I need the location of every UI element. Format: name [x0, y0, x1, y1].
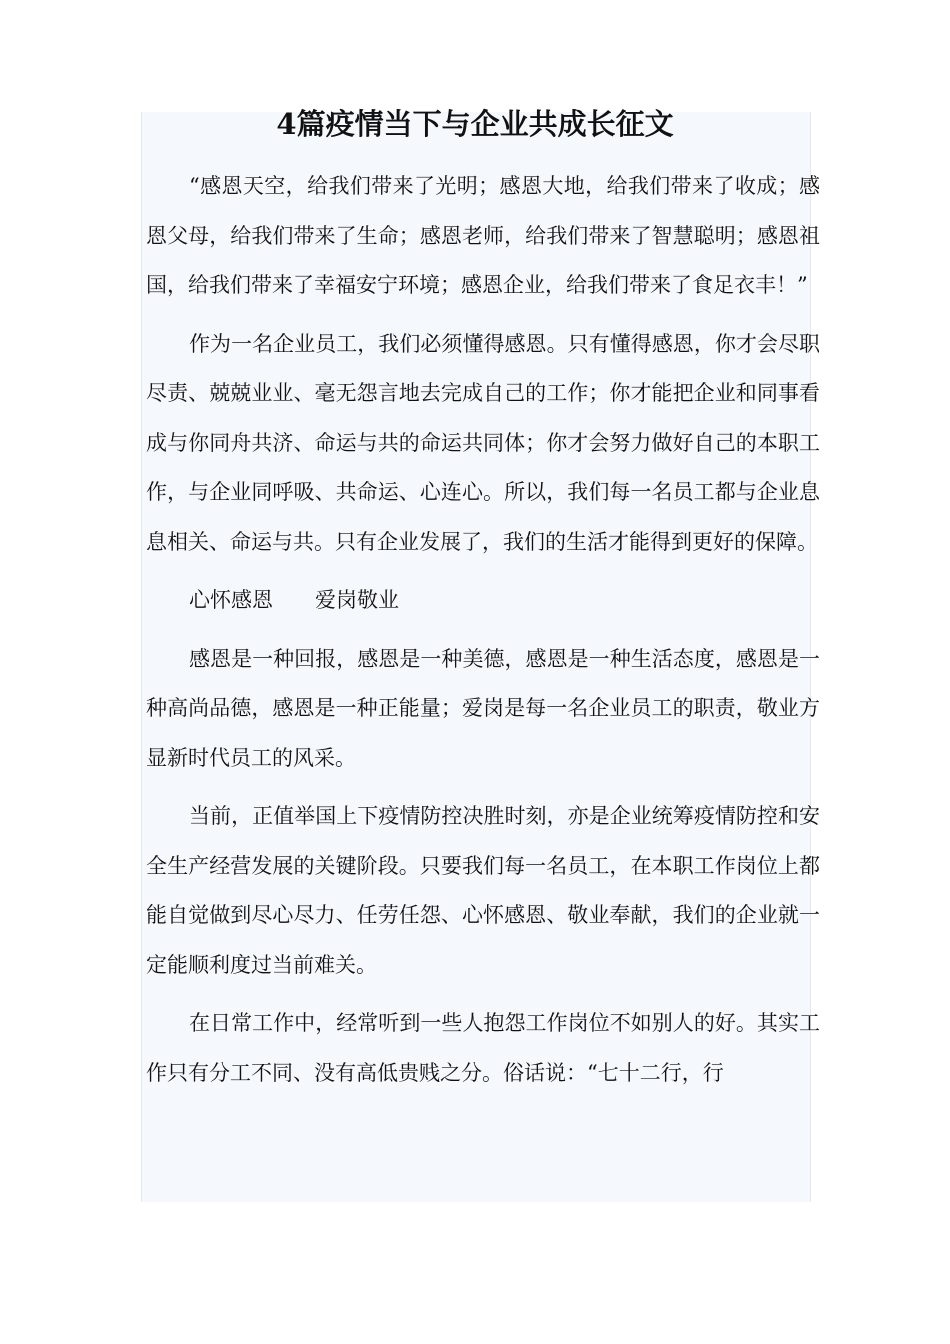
section-heading: 心怀感恩 爱岗敬业 — [189, 588, 399, 612]
paragraph-epidemic-current: 当前，正值举国上下疫情防控决胜时刻，亦是企业统筹疫情防控和安全生产经营发展的关键阶段。只要我们每一名员工，在本职工作岗位上都能自觉做到尽心尽力、任劳任怨、心怀感恩、敬业奉献，我们的企业就一定能顺利度过当前难关。 — [146, 804, 820, 977]
paragraph-gratitude-quote: “感恩天空，给我们带来了光明；感恩大地，给我们带来了收成；感恩父母，给我们带来了生命；感恩老师，给我们带来了智慧聪明；感恩祖国，给我们带来了幸福安宁环境；感恩企业，给我们带来了食足衣丰！” — [146, 174, 820, 297]
document-title: 4篇疫情当下与企业共成长征文 — [276, 107, 674, 141]
paragraph-daily-work: 在日常工作中，经常听到一些人抱怨工作岗位不如别人的好。其实工作只有分工不同、没有高低贵贱之分。俗话说：“七十二行，行 — [146, 1011, 820, 1085]
document-body — [146, 162, 820, 1107]
paragraph-employee-gratitude: 作为一名企业员工，我们必须懂得感恩。只有懂得感恩，你才会尽职尽责、兢兢业业、毫无怨言地去完成自己的工作；你才能把企业和同事看成与你同舟共济、命运与共的命运共同体；你才会努力做好自己的本职工作，与企业同呼吸、共命运、心连心。所以，我们每一名员工都与企业息息相关、命运与共。只有企业发展了，我们的生活才能得到更好的保障。 — [146, 331, 820, 554]
paragraph-gratitude-definition: 感恩是一种回报，感恩是一种美德，感恩是一种生活态度，感恩是一种高尚品德，感恩是一种正能量；爱岗是每一名企业员工的职责，敬业方显新时代员工的风采。 — [146, 646, 820, 770]
